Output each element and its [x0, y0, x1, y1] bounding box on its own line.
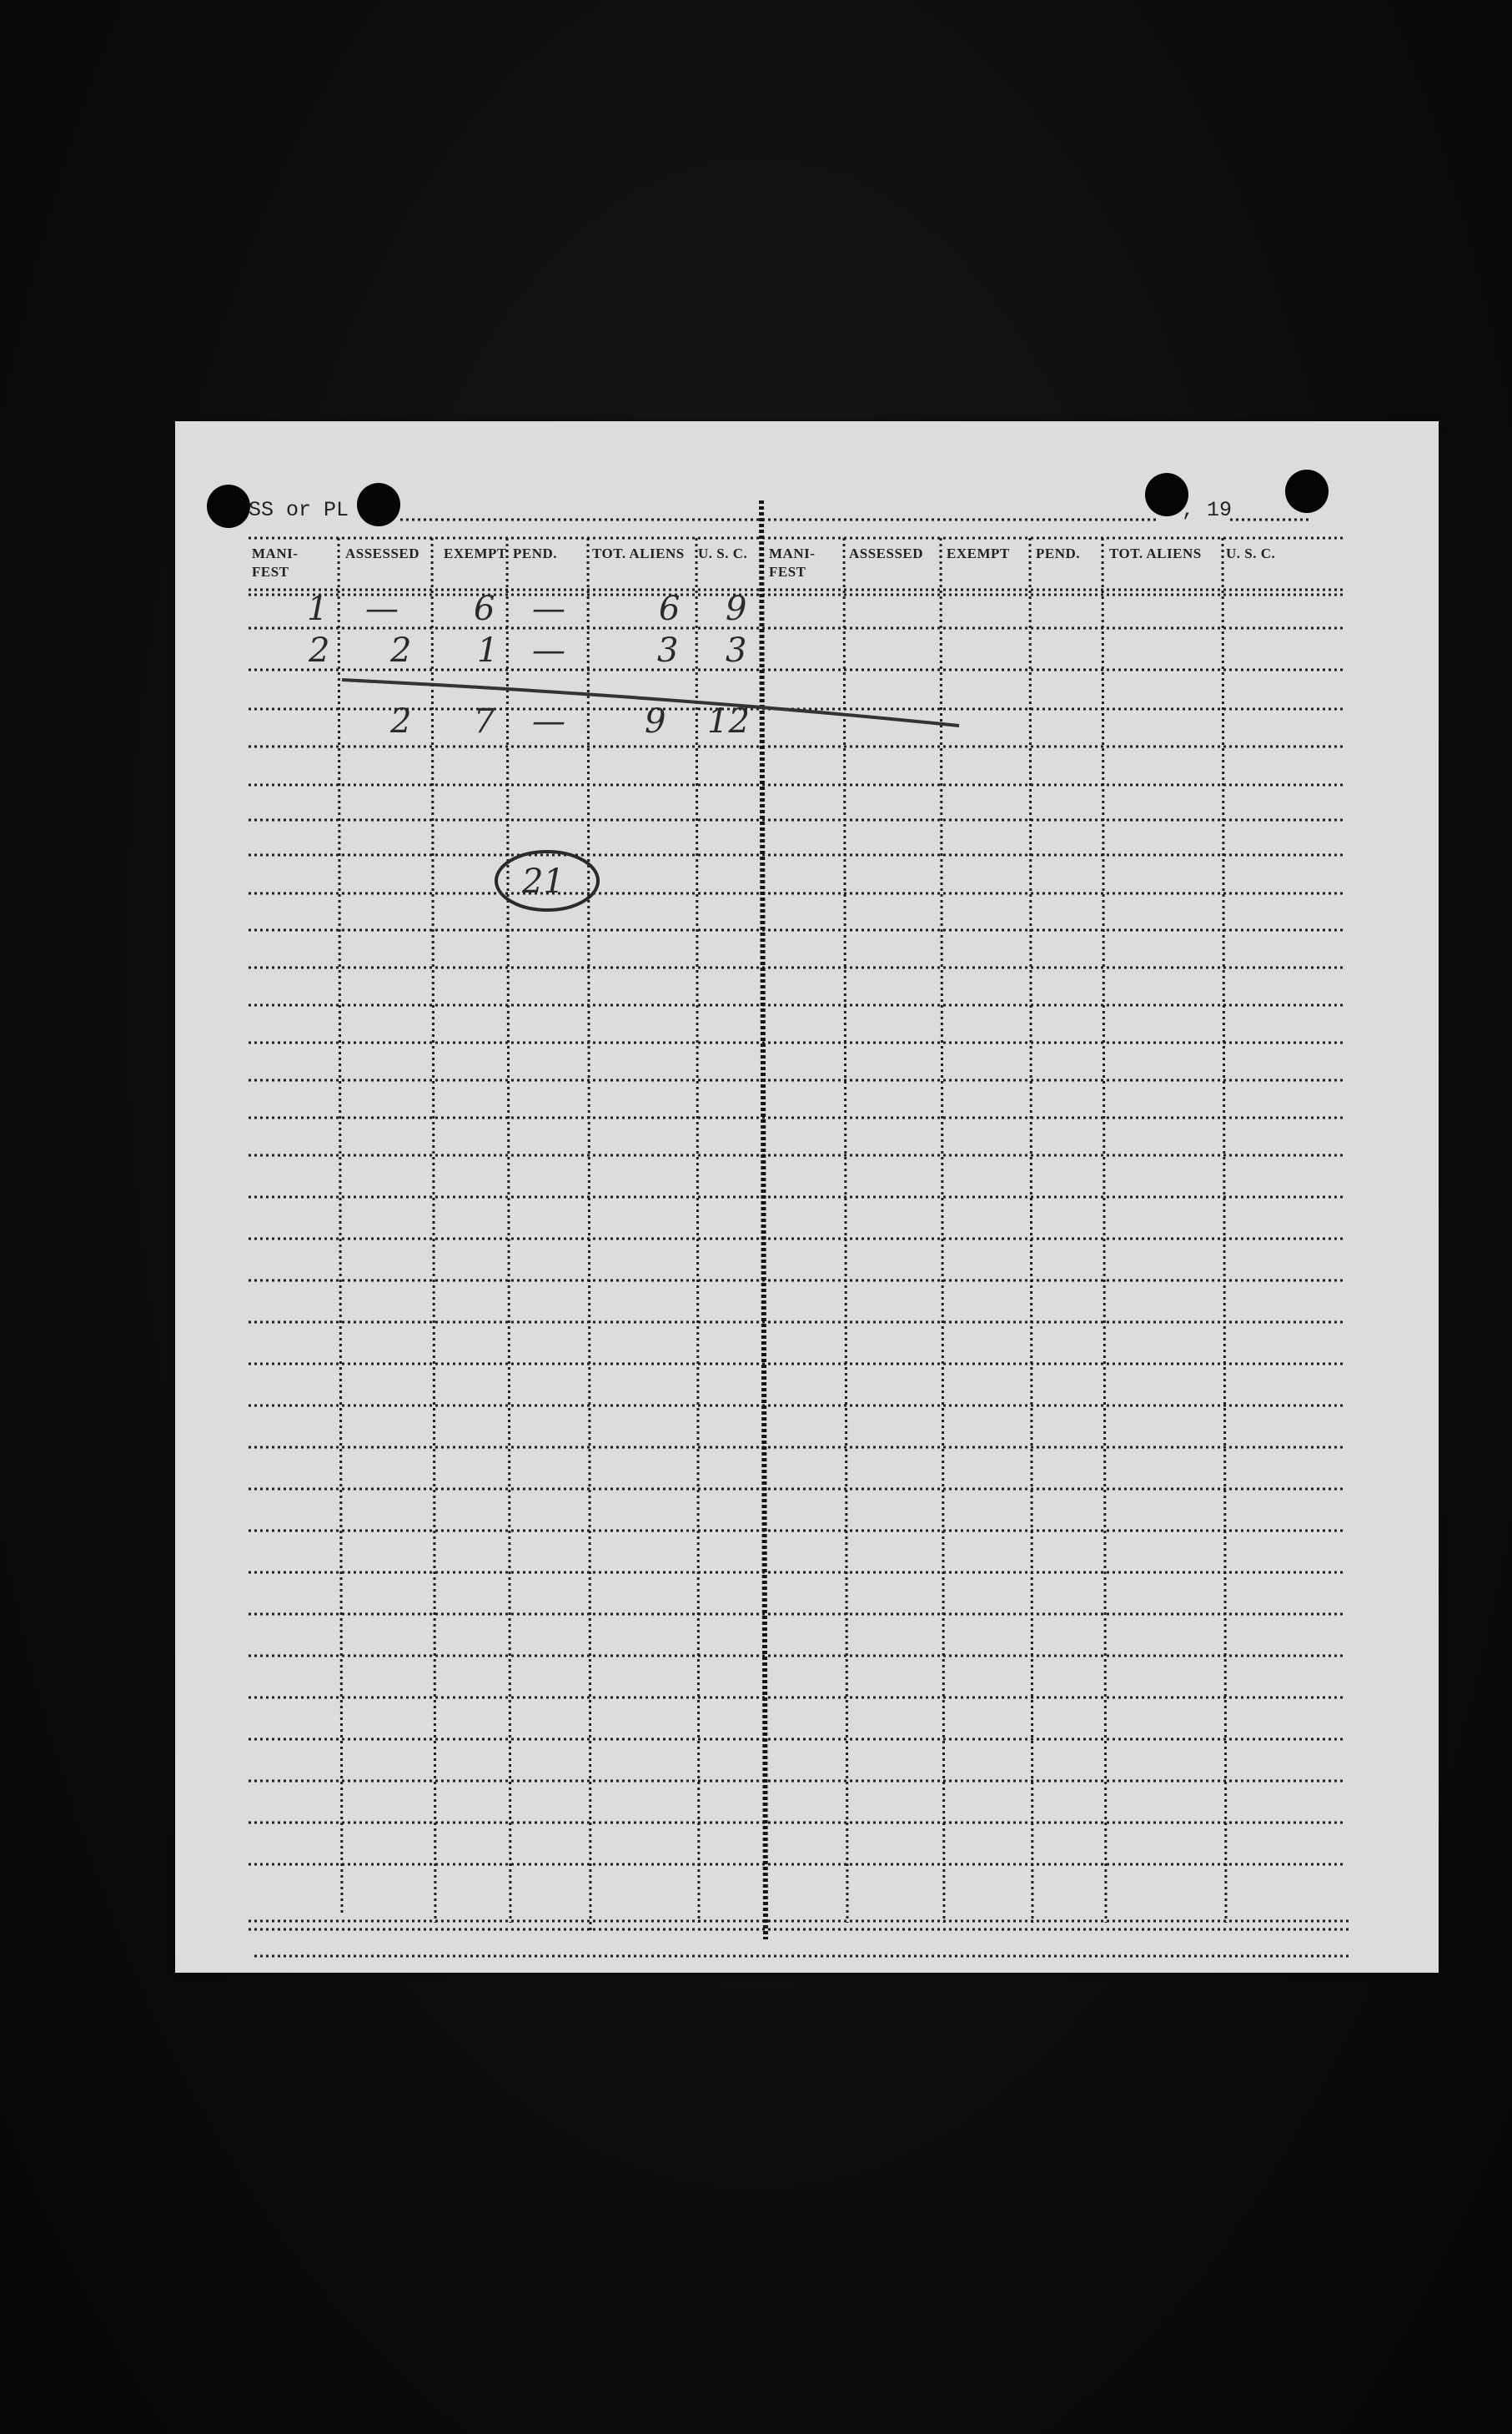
header-tot-aliens-left: TOT. ALIENS: [592, 546, 685, 561]
header-pend-right: PEND.: [1036, 546, 1081, 561]
row2-manifest: 2: [309, 631, 330, 670]
row2-pend: —: [532, 631, 565, 670]
header-tot-aliens-right: TOT. ALIENS: [1109, 546, 1202, 561]
header-pend-left: PEND.: [513, 546, 558, 561]
row2-tot-aliens: 3: [657, 631, 679, 670]
total-assessed: 2: [390, 702, 412, 741]
header-manifest-right-line1: MANI-: [769, 546, 816, 561]
manifest-tally-form: [175, 421, 1439, 1973]
header-manifest-left-line1: MANI-: [252, 546, 299, 561]
header-usc-left: U. S. C.: [698, 546, 748, 561]
row2-usc: 3: [726, 631, 747, 670]
row1-pend: —: [532, 590, 565, 628]
row2-assessed: 2: [390, 631, 412, 670]
circled-grand-total: 21: [522, 862, 565, 901]
header-usc-right: U. S. C.: [1226, 546, 1276, 561]
total-usc: 12: [707, 702, 750, 741]
header-exempt-left: EXEMPT: [444, 546, 507, 561]
row2-exempt: 1: [477, 631, 499, 670]
row1-exempt: 6: [474, 590, 495, 628]
row1-usc: 9: [726, 590, 747, 628]
total-pend: —: [532, 702, 565, 741]
header-assessed-right: ASSESSED: [849, 546, 924, 561]
total-tot-aliens: 9: [645, 702, 666, 741]
row1-assessed: —: [365, 590, 399, 628]
ss-or-pl-label: SS or PL: [249, 498, 349, 522]
header-assessed-left: ASSESSED: [345, 546, 420, 561]
header-manifest-right-line2: FEST: [769, 564, 806, 580]
dotted-grid: [175, 421, 1439, 1973]
row1-manifest: 1: [307, 590, 329, 628]
total-exempt: 7: [474, 702, 495, 741]
header-manifest-left-line2: FEST: [252, 564, 289, 580]
header-exempt-right: EXEMPT: [947, 546, 1010, 561]
year-label: , 19: [1182, 498, 1233, 522]
row1-tot-aliens: 6: [659, 590, 681, 628]
